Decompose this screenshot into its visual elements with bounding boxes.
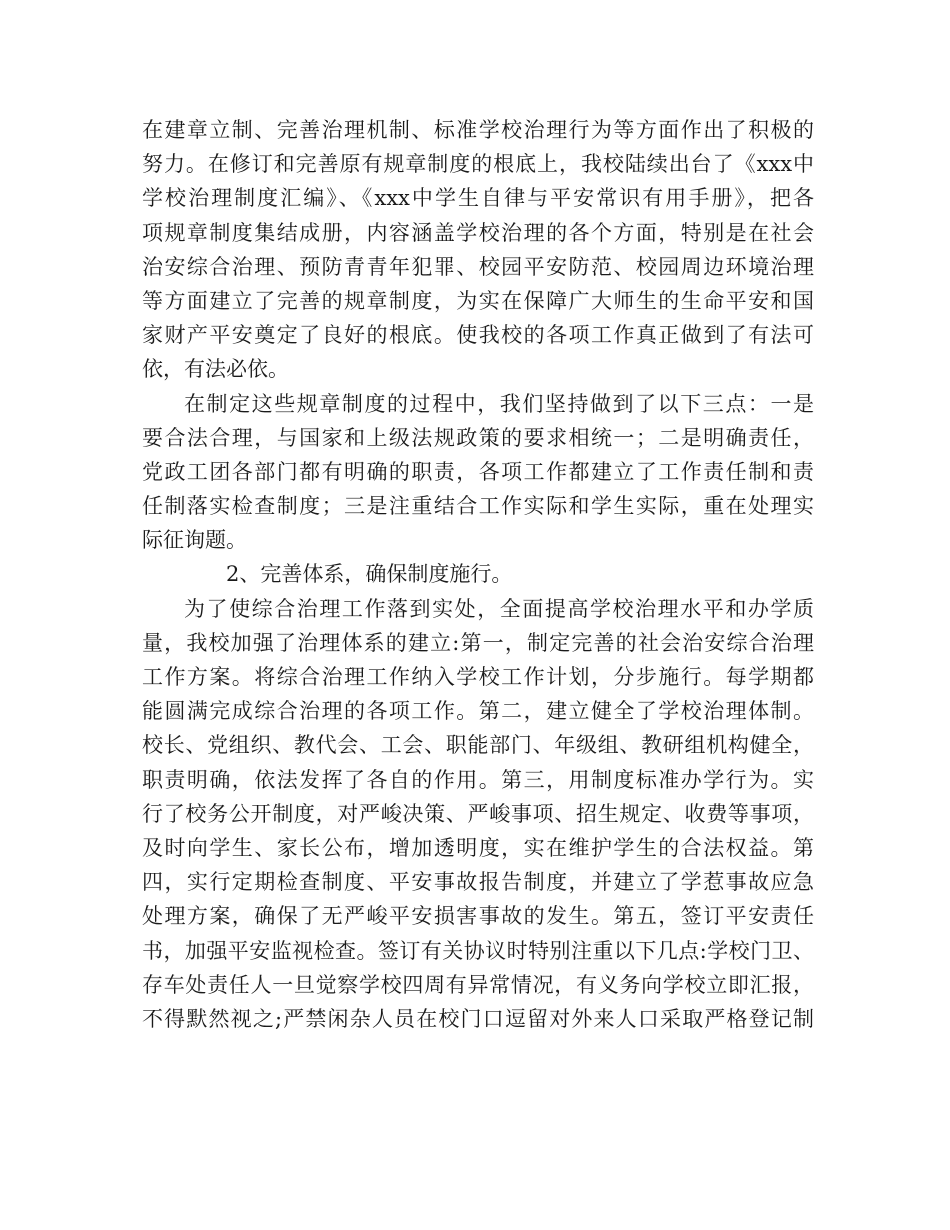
text-line: 际征询题。 [142, 528, 247, 553]
text-line: 等方面建立了完善的规章制度，为实在保障广大师生的生命平安和国 [142, 288, 814, 313]
text-line: 学校治理制度汇编》、《xxx中学生自律与平安常识有用手册》，把各 [142, 186, 814, 211]
text-line: 依，有法必依。 [142, 357, 289, 382]
text-line: 存车处责任人一旦觉察学校四周有异常情况，有义务向学校立即汇报， [142, 972, 814, 997]
text-line: 治安综合治理、预防青青年犯罪、校园平安防范、校园周边环境治理 [142, 254, 814, 279]
text-line: 量，我校加强了治理体系的建立:第一，制定完善的社会治安综合治理 [142, 630, 814, 655]
text-line: 要合法合理，与国家和上级法规政策的要求相统一；二是明确责任， [142, 425, 814, 450]
text-line: 任制落实检查制度；三是注重结合工作实际和学生实际，重在处理实 [142, 494, 814, 519]
text-line: 党政工团各部门都有明确的职责，各项工作都建立了工作责任制和责 [142, 459, 814, 484]
text-line: 为了使综合治理工作落到实处，全面提高学校治理水平和办学质 [184, 596, 814, 621]
text-line: 书，加强平安监视检查。签订有关协议时特别注重以下几点:学校门卫、 [142, 938, 814, 963]
text-line: 工作方案。将综合治理工作纳入学校工作计划，分步施行。每学期都 [142, 665, 814, 689]
text-line: 不得默然视之;严禁闲杂人员在校门口逗留对外来人口采取严格登记制 [142, 1006, 814, 1031]
text-line: 在制定这些规章制度的过程中，我们坚持做到了以下三点：一是 [184, 391, 814, 416]
text-line: 职责明确，依法发挥了各自的作用。第三，用制度标准办学行为。实 [142, 767, 814, 792]
paragraph-3 [142, 592, 814, 1036]
text-line: 四，实行定期检查制度、平安事故报告制度，并建立了学惹事故应急 [142, 870, 814, 895]
text-line: 处理方案，确保了无严峻平安损害事故的发生。第五，签订平安责任 [142, 904, 814, 929]
section-heading-text: 2、完善体系，确保制度施行。 [226, 562, 513, 587]
paragraph-1 [142, 113, 814, 387]
text-line: 努力。在修订和完善原有规章制度的根底上，我校陆续出台了《xxx中 [142, 152, 814, 177]
text-line: 及时向学生、家长公布，增加透明度，实在维护学生的合法权益。第 [142, 835, 814, 860]
text-line: 项规章制度集结成册，内容涵盖学校治理的各个方面，特别是在社会 [142, 220, 814, 245]
text-line: 能圆满完成综合治理的各项工作。第二，建立健全了学校治理体制。 [142, 699, 814, 724]
section-heading [142, 557, 814, 591]
text-line: 校长、党组织、教代会、工会、职能部门、年级组、教研组机构健全， [142, 733, 814, 758]
paragraph-2 [142, 387, 814, 558]
text-line: 家财产平安奠定了良好的根底。使我校的各项工作真正做到了有法可 [142, 323, 814, 348]
text-line: 在建章立制、完善治理机制、标准学校治理行为等方面作出了积极的 [142, 118, 814, 142]
document-body [142, 113, 814, 1036]
text-line: 行了校务公开制度，对严峻决策、严峻事项、招生规定、收费等事项， [142, 801, 814, 826]
